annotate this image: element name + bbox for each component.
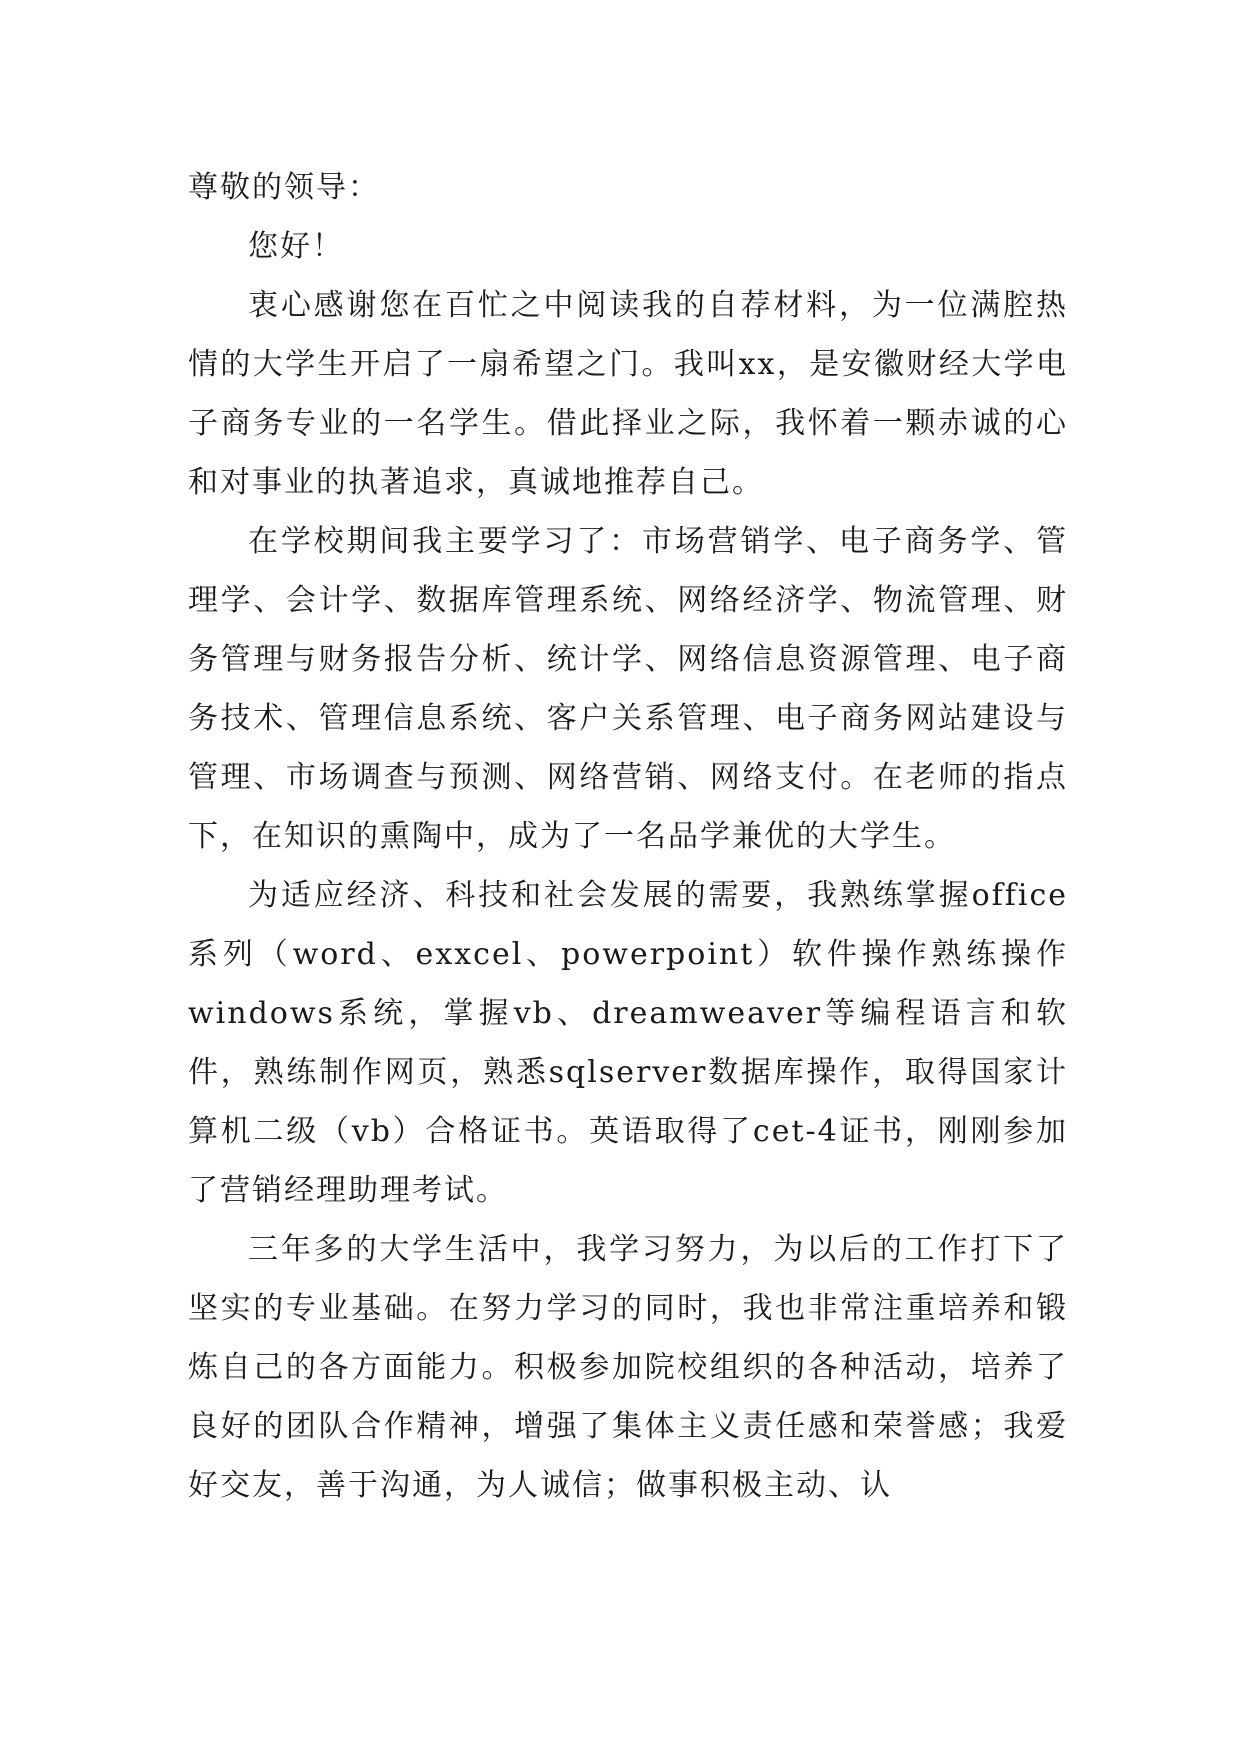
paragraph-courses: 在学校期间我主要学习了：市场营销学、电子商务学、管理学、会计学、数据库管理系统、网络经济学、物流管理、财务管理与财务报告分析、统计学、网络信息资源管理、电子商务技术、管理信息系统、客户关系管理、电子商务网站建设与管理、市场调查与预测、网络营销、网络支付。在老师的指点下，在知识的熏陶中，成为了一名品学兼优的大学生。: [188, 524, 1068, 854]
greeting: 您好！: [248, 229, 344, 264]
paragraph-university-life: 三年多的大学生活中，我学习努力，为以后的工作打下了坚实的专业基础。在努力学习的同时，我也非常注重培养和锻炼自己的各方面能力。积极参加院校组织的各种活动，培养了良好的团队合作精神，增强了集体主义责任感和荣誉感；我爱好交友，善于沟通，为人诚信；做事积极主动、认: [188, 1232, 1068, 1503]
letter-body: [188, 158, 1068, 1515]
paragraph-thanks: 衷心感谢您在百忙之中阅读我的自荐材料，为一位满腔热情的大学生开启了一扇希望之门。我叫xx，是安徽财经大学电子商务专业的一名学生。借此择业之际，我怀着一颗赤诚的心和对事业的执著追求，真诚地推荐自己。: [188, 288, 1068, 500]
paragraph-skills: 为适应经济、科技和社会发展的需要，我熟练掌握office系列（word、exxcel、powerpoint）软件操作熟练操作windows系统，掌握vb、dreamweaver等编程语言和软件，熟练制作网页，熟悉sqlserver数据库操作，取得国家计算机二级（vb）合格证书。英语取得了cet-4证书，刚刚参加了营销经理助理考试。: [188, 878, 1068, 1208]
salutation: 尊敬的领导：: [188, 170, 380, 205]
